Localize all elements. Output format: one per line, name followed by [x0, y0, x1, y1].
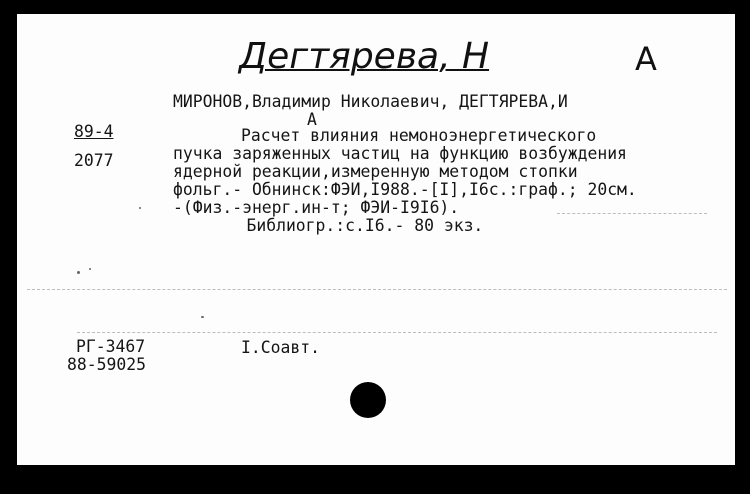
description-line: пучка заряженных частиц на функцию возбуждения — [173, 144, 627, 163]
speck — [77, 271, 80, 274]
ruled-line — [557, 213, 707, 214]
authors-line-continuation: А — [307, 110, 317, 129]
shelf-mark: 89-4 — [74, 122, 114, 141]
handwritten-name: Дегтярева, Н — [239, 36, 490, 77]
description-line: ядерной реакции,измеренную методом стопки — [173, 162, 578, 181]
punch-hole — [350, 382, 386, 418]
ruled-line — [27, 289, 727, 290]
tracing-note: I.Соавт. — [241, 338, 320, 357]
description-line: -(Физ.-энерг.ин-т; ФЭИ-I9I6). — [173, 198, 460, 217]
speck — [89, 268, 91, 270]
registry-number: 88-59025 — [67, 355, 146, 374]
speck — [139, 207, 141, 209]
speck — [201, 316, 204, 318]
description-line: Библиогр.:с.I6.- 80 экз. — [207, 216, 484, 235]
authors-line: МИРОНОВ,Владимир Николаевич, ДЕГТЯРЕВА,И — [173, 92, 568, 111]
handwritten-letter: А — [635, 40, 657, 78]
description-line: фольг.- Обнинск:ФЭИ,I988.-[I],I6с.:граф.; 20см. — [173, 180, 637, 199]
ruled-line — [77, 332, 717, 333]
registry-code: РГ-3467 — [76, 337, 146, 356]
accession-number: 2077 — [74, 151, 114, 170]
catalog-card — [17, 14, 735, 465]
description-line: Расчет влияния немоноэнергетического — [241, 126, 597, 145]
